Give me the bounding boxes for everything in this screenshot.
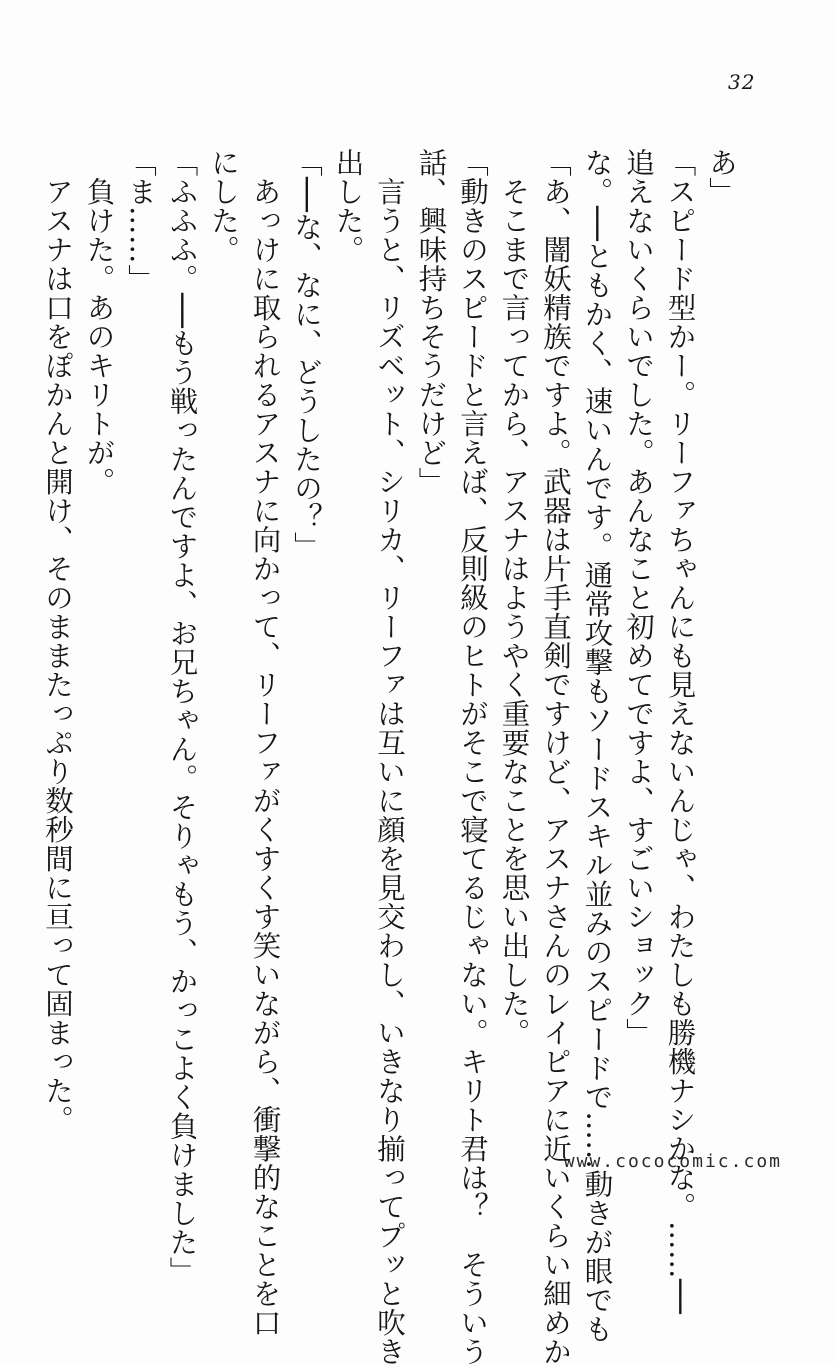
text-line: アスナは口をぽかんと開け、そのままたっぷり数秒間に亘って固まった。	[41, 148, 74, 1134]
text-line: 「動きのスピードと言えば、反則級のヒトがそこで寝てるじゃない。キリト君は？ そういう	[456, 148, 489, 1366]
watermark: www.cococomic.com	[563, 1151, 782, 1172]
text-line: な。──ともかく、速いんです。通常攻撃もソードスキル並みのスピードで……動きが眼でも	[580, 148, 614, 1344]
text-line: 「あ、闇妖精族ですよ。武器は片手直剣ですけど、アスナさんのレイピアに近いくらい細めか	[539, 148, 572, 1366]
text-line: 「スピード型かー。リーファちゃんにも見えないんじゃ、わたしも勝機ナシかな。……──	[663, 148, 697, 1315]
text-line: 「ふふふ。──もう戦ったんですよ、お兄ちゃん。そりゃもう、かっこよく負けました」	[165, 148, 199, 1286]
text-line: 負けた。あのキリトが。	[82, 148, 116, 496]
text-line: 「ま……」	[124, 148, 157, 293]
text-line: 出した。	[331, 148, 365, 264]
text-line: あ」	[705, 148, 738, 206]
text-line: 言うと、リズベット、シリカ、リーファは互いに顔を見交わし、いきなり揃ってプッと吹き	[373, 148, 406, 1366]
text-line: 話、興味持ちそうだけど」	[414, 148, 448, 496]
text-line: あっけに取られるアスナに向かって、リーファがくすくす笑いながら、衝撃的なことを口	[248, 148, 282, 1337]
text-line: そこまで言ってから、アスナはようやく重要なことを思い出した。	[497, 148, 531, 1047]
text-line: 「──な、なに、どうしたの？」	[290, 148, 323, 561]
text-line: 追えないくらいでした。あんなこと初めてですよ、すごいショック」	[622, 148, 655, 1047]
text-line: にした。	[207, 148, 240, 264]
page-number: 32	[728, 70, 756, 94]
